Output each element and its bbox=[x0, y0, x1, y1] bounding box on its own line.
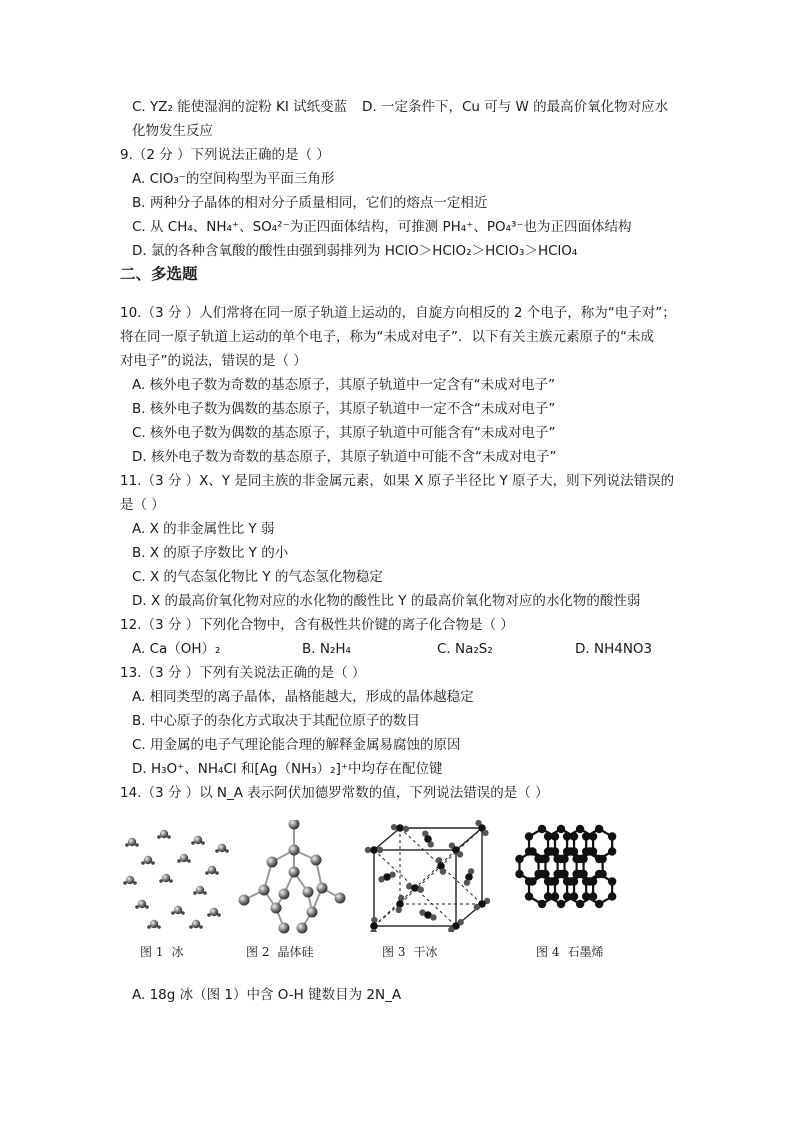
q11-option-d: D. X 的最高价氧化物对应的水化物的酸性比 Y 的最高价氧化物对应的水化物的酸性弱 bbox=[132, 593, 641, 609]
q8-option-d-line1: D. 一定条件下，Cu 可与 W 的最高价氧化物对应水 bbox=[362, 99, 669, 115]
q12-option-c: C. Na₂S₂ bbox=[437, 641, 493, 657]
q13-option-d: D. H₃O⁺、NH₄Cl 和[Ag（NH₃）₂]⁺中均存在配位键 bbox=[132, 761, 443, 777]
q9-stem: 9.（2 分 ）下列说法正确的是（ ） bbox=[120, 147, 330, 163]
q8-option-d-line2: 化物发生反应 bbox=[132, 123, 213, 139]
q10-option-a: A. 核外电子数为奇数的基态原子，其原子轨道中一定含有“未成对电子” bbox=[132, 377, 556, 393]
silicon-structure-figure bbox=[236, 820, 348, 935]
q10-option-d: D. 核外电子数为奇数的基态原子，其原子轨道中可能不含“未成对电子” bbox=[132, 449, 557, 465]
q9-option-b: B. 两种分子晶体的相对分子质量相同，它们的熔点一定相近 bbox=[132, 195, 488, 211]
q14-option-a: A. 18g 冰（图 1）中含 O-H 键数目为 2N_A bbox=[132, 987, 402, 1003]
q9-option-d: D. 氯的各种含氧酸的酸性由强到弱排列为 HClO＞HClO₂＞HClO₃＞HClO₄ bbox=[132, 243, 578, 259]
q12-option-b: B. N₂H₄ bbox=[302, 641, 351, 657]
q10-stem-line3: 对电子”的说法，错误的是（ ） bbox=[120, 353, 307, 369]
graphene-structure-figure bbox=[510, 820, 652, 930]
section-heading: 二、多选题 bbox=[120, 265, 198, 283]
q9-option-c: C. 从 CH₄、NH₄⁺、SO₄²⁻为正四面体结构，可推测 PH₄⁺、PO₄³⁻也为正四面体结构 bbox=[132, 219, 632, 235]
ice-structure-figure bbox=[118, 820, 230, 930]
q13-option-a: A. 相同类型的离子晶体，晶格能越大，形成的晶体越稳定 bbox=[132, 689, 474, 705]
q12-option-a: A. Ca（OH）₂ bbox=[132, 641, 221, 657]
crystal-figures bbox=[118, 820, 668, 960]
q12-option-d: D. NH4NO3 bbox=[575, 641, 653, 657]
q11-option-a: A. X 的非金属性比 Y 弱 bbox=[132, 521, 275, 537]
q12-stem: 12.（3 分 ）下列化合物中，含有极性共价键的离子化合物是（ ） bbox=[120, 617, 514, 633]
q13-option-b: B. 中心原子的杂化方式取决于其配位原子的数目 bbox=[132, 713, 420, 729]
dry-ice-structure-figure bbox=[362, 820, 490, 932]
q8-option-c: C. YZ₂ 能使湿润的淀粉 KI 试纸变蓝 bbox=[132, 99, 348, 115]
q10-option-c: C. 核外电子数为偶数的基态原子，其原子轨道中可能含有“未成对电子” bbox=[132, 425, 556, 441]
q13-stem: 13.（3 分 ）下列有关说法正确的是（ ） bbox=[120, 665, 366, 681]
q14-stem: 14.（3 分 ）以 N_A 表示阿伏加德罗常数的值，下列说法错误的是（ ） bbox=[120, 785, 549, 801]
q11-option-c: C. X 的气态氢化物比 Y 的气态氢化物稳定 bbox=[132, 569, 383, 585]
figure-1-caption: 图 1 冰 bbox=[140, 945, 184, 959]
figure-4-caption: 图 4 石墨烯 bbox=[536, 945, 604, 959]
figure-2-caption: 图 2 晶体硅 bbox=[246, 945, 314, 959]
figure-3-caption: 图 3 干冰 bbox=[382, 945, 438, 959]
q10-option-b: B. 核外电子数为偶数的基态原子，其原子轨道中一定不含“未成对电子” bbox=[132, 401, 556, 417]
q10-stem-line1: 10.（3 分 ）人们常将在同一原子轨道上运动的，自旋方向相反的 2 个电子，称为“电子对”； bbox=[120, 305, 676, 321]
q9-option-a: A. ClO₃⁻的空间构型为平面三角形 bbox=[132, 171, 335, 187]
q11-option-b: B. X 的原子序数比 Y 的小 bbox=[132, 545, 289, 561]
q11-stem-line1: 11.（3 分 ）X、Y 是同主族的非金属元素，如果 X 原子半径比 Y 原子大，则下列说法错误的 bbox=[120, 473, 675, 489]
q13-option-c: C. 用金属的电子气理论能合理的解释金属易腐蚀的原因 bbox=[132, 737, 461, 753]
q11-stem-line2: 是（ ） bbox=[120, 497, 165, 513]
q10-stem-line2: 将在同一原子轨道上运动的单个电子，称为“未成对电子”．以下有关主族元素原子的“未成 bbox=[120, 329, 654, 345]
